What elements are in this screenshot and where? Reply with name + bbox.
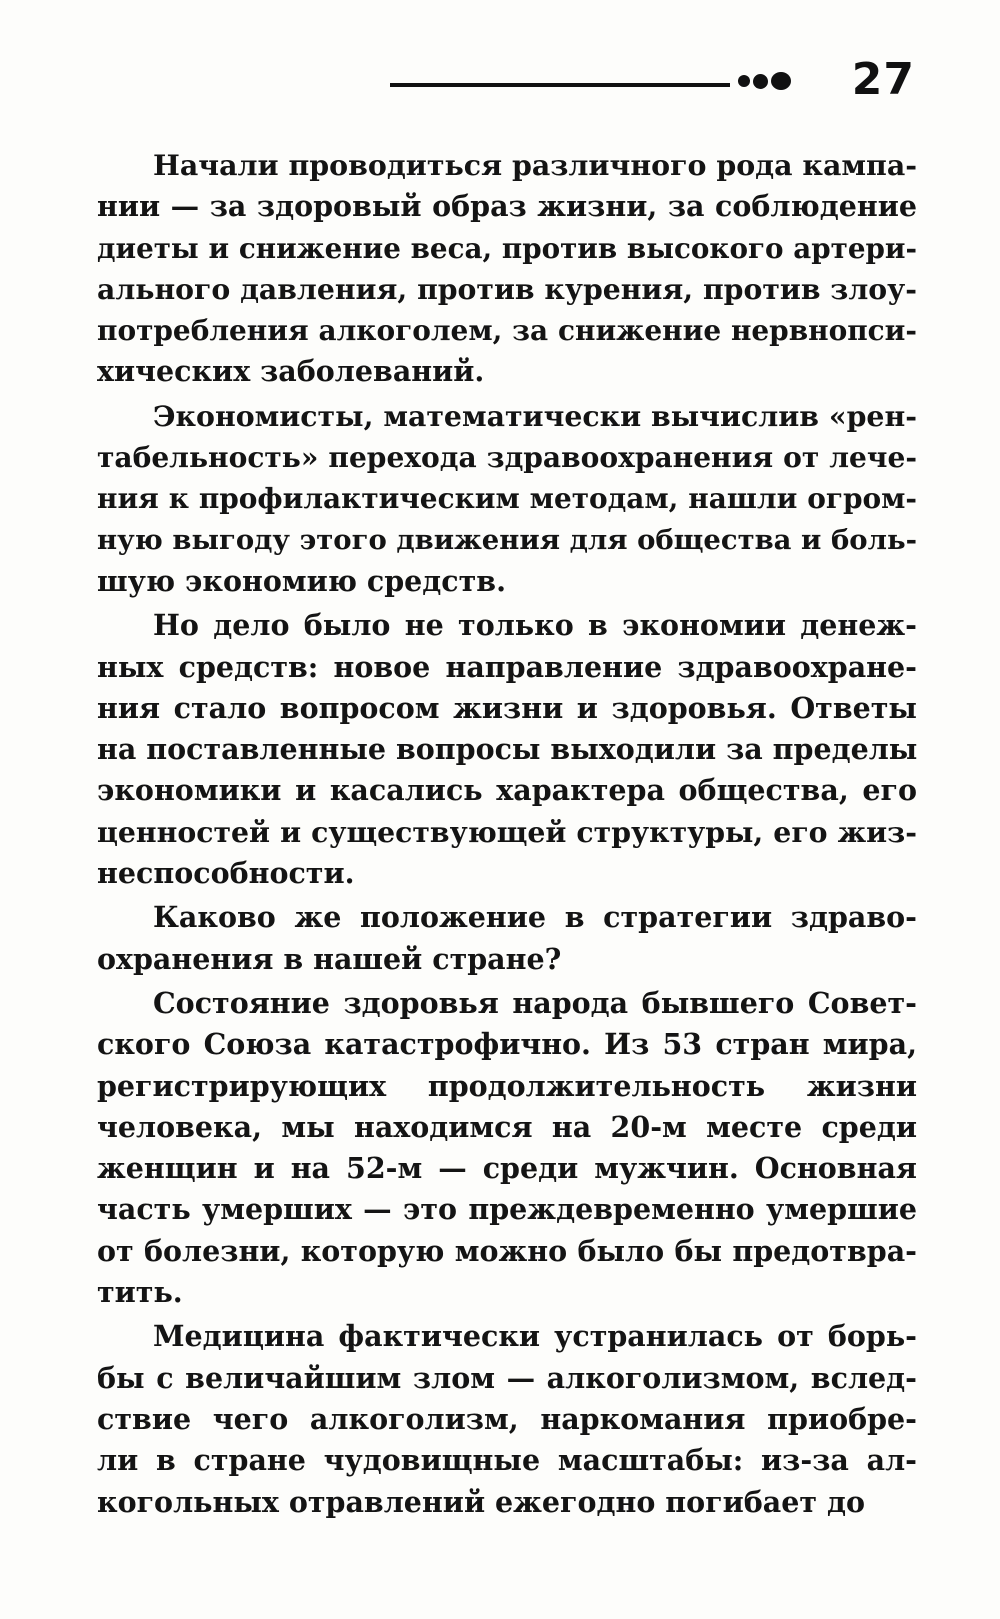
paragraph: [97, 983, 917, 1313]
text-line: Но дело было не только в экономии денеж-: [153, 608, 917, 643]
text-line: бы с величайшим злом — алкоголизмом, вслед-: [97, 1360, 917, 1395]
ornament-dot: [738, 75, 750, 87]
text-line: табельность» перехода здравоохранения от лече-: [97, 441, 917, 475]
text-line: регистрирующих продолжительность жизни: [97, 1068, 917, 1103]
text-line: тить.: [97, 1275, 183, 1310]
text-line: неспособности.: [97, 856, 355, 891]
header-rule: [390, 83, 730, 87]
text-line: на поставленные вопросы выходили за пределы: [97, 732, 918, 767]
paragraph: [97, 396, 917, 602]
text-line: Экономисты, математически вычислив «рен-: [153, 398, 917, 433]
text-line: ценностей и существующей структуры, его жиз-: [97, 814, 917, 849]
text-line: часть умерших — это преждевременно умершие: [97, 1192, 917, 1227]
text-line: ского Союза катастрофично. Из 53 стран мира,: [97, 1027, 917, 1062]
text-line: потребления алкоголем, за снижение нервнопси-: [97, 314, 917, 348]
text-line: диеты и снижение веса, против высокого артери-: [97, 231, 917, 265]
paragraph: [97, 605, 917, 894]
text-line: женщин и на 52-м — среди мужчин. Основная: [97, 1151, 917, 1186]
text-line: Медицина фактически устранилась от борь-: [153, 1319, 917, 1354]
text-line: ли в стране чудовищные масштабы: из-за ал-: [97, 1443, 917, 1478]
paragraph: [97, 145, 917, 393]
text-line: ния стало вопросом жизни и здоровья. Ответы: [97, 690, 917, 725]
text-line: нии — за здоровый образ жизни, за соблюдение: [97, 189, 917, 224]
text-line: ния к профилактическим методам, нашли огром-: [97, 482, 917, 516]
text-line: ального давления, против курения, против злоу-: [97, 271, 918, 306]
page-header: [390, 52, 915, 112]
text-line: охранения в нашей стране?: [97, 941, 562, 976]
text-line: хических заболеваний.: [97, 354, 485, 389]
paragraph: [97, 1316, 917, 1522]
text-line: человека, мы находимся на 20-м месте среди: [97, 1109, 917, 1144]
text-line: Состояние здоровья народа бывшего Совет-: [153, 985, 917, 1020]
text-line: ную выгоду этого движения для общества и боль-: [97, 523, 917, 556]
text-line: Каково же положение в стратегии здраво-: [153, 900, 917, 935]
text-line: ных средств: новое направление здравоохране-: [97, 649, 917, 684]
text-line: шую экономию средств.: [97, 563, 507, 598]
text-line: ствие чего алкоголизм, наркомания приобре-: [97, 1401, 917, 1436]
text-line: экономики и касались характера общества, его: [97, 773, 917, 808]
page-number: 27: [851, 54, 915, 105]
paragraph: [97, 897, 917, 980]
page-body-text: [97, 145, 917, 1526]
header-dots-ornament: [738, 72, 794, 96]
ornament-dot: [753, 74, 768, 89]
text-line: Начали проводиться различного рода кампа-: [153, 148, 918, 182]
text-line: когольных отравлений ежегодно погибает до: [97, 1484, 865, 1519]
text-line: от болезни, которую можно было бы предотвра-: [97, 1233, 917, 1268]
ornament-dot: [771, 72, 791, 90]
